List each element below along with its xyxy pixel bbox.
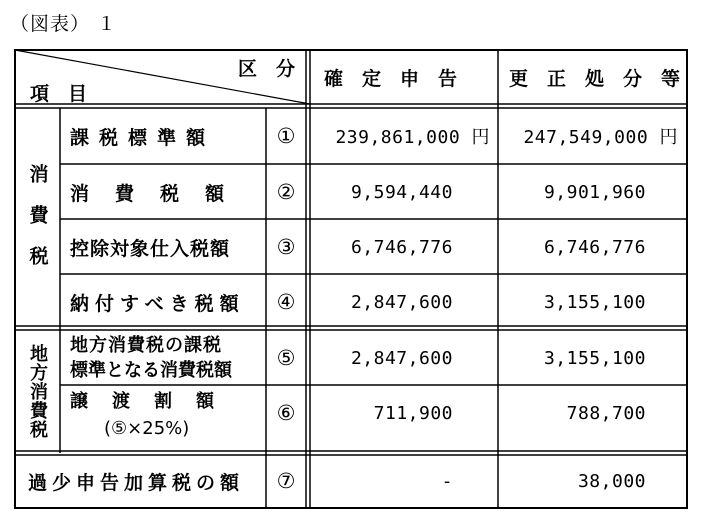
filed-value: - <box>441 470 453 492</box>
row-number: ⑤ <box>276 346 296 370</box>
group-local-consumption-tax <box>24 334 50 449</box>
row-label: 課税標準額 <box>70 126 216 149</box>
corrected-value: 3,155,100 <box>543 291 646 313</box>
row-label-multiline <box>70 388 262 448</box>
filed-value: 711,900 <box>373 402 453 424</box>
row-number: ④ <box>276 290 296 314</box>
filed-value: 239,861,000 円 <box>335 127 490 148</box>
filed-value: 6,746,776 <box>350 236 453 258</box>
group-consumption-tax-text: 消費税 <box>26 163 49 287</box>
row-label-line1: 譲渡割額 <box>70 391 238 412</box>
row-number: ⑦ <box>276 469 296 493</box>
row-label: 納付すべき税額 <box>70 292 245 315</box>
header-corrected: 更 正 処 分 等 <box>509 67 681 90</box>
row-label-line1: 地方消費税の課税 <box>70 335 222 356</box>
group-consumption-tax <box>24 150 50 300</box>
corrected-value: 3,155,100 <box>543 347 646 369</box>
figure-caption: （図表） １ <box>10 13 118 35</box>
filed-value: 2,847,600 <box>350 291 453 313</box>
row-number: ① <box>276 124 296 148</box>
corrected-value: 6,746,776 <box>543 236 646 258</box>
header-diag-top: 区 分 <box>238 57 296 80</box>
row-label-multiline <box>70 333 262 383</box>
group-local-consumption-tax-text: 地方消費税 <box>27 344 48 439</box>
row-label-line2: 標準となる消費税額 <box>70 360 232 381</box>
corrected-value: 9,901,960 <box>543 181 646 203</box>
row-label: 控除対象仕入税額 <box>70 237 231 260</box>
header-diag-bottom: 項 目 <box>30 82 88 105</box>
row-number: ② <box>276 180 296 204</box>
filed-value: 2,847,600 <box>350 347 453 369</box>
corrected-value: 38,000 <box>577 470 646 492</box>
corrected-value: 788,700 <box>566 402 646 424</box>
row-label-line2: (⑤×25%) <box>104 418 190 439</box>
row-number: ③ <box>276 235 296 259</box>
corrected-value: 247,549,000 円 <box>523 127 678 148</box>
filed-value: 9,594,440 <box>350 181 453 203</box>
row-label: 消費税額 <box>70 182 251 205</box>
row-label: 過少申告加算税の額 <box>28 471 245 494</box>
row-number: ⑥ <box>276 401 296 425</box>
header-filed: 確 定 申 告 <box>324 67 458 90</box>
